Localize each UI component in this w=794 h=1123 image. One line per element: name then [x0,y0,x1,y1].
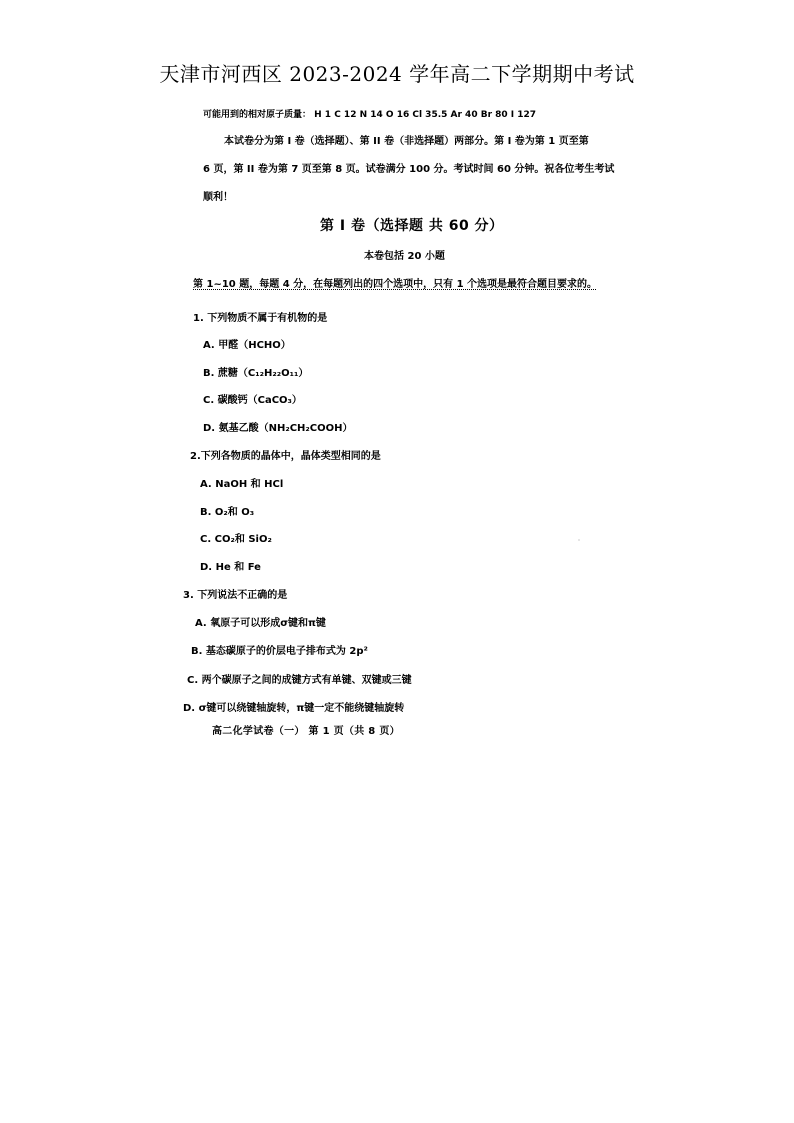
question-2-option-d: D. He 和 Fe [200,562,261,573]
question-2-option-b: B. O₂和 O₃ [200,507,255,518]
question-2-option-a: A. NaOH 和 HCl [200,479,284,490]
question-3-option-d: D. σ键可以绕键轴旋转，π键一定不能绕键轴旋转 [183,703,405,714]
scan-speck [578,539,580,541]
question-2-option-c: C. CO₂和 SiO₂ [200,534,272,545]
atomic-masses-line: 可能用到的相对原子质量： H 1 C 12 N 14 O 16 Cl 35.5 Ar 40 Br 80 I 127 [203,110,537,120]
question-3-option-b: B. 基态碳原子的价层电子排布式为 2p² [191,646,368,657]
section-subtitle: 本卷包括 20 小题 [364,251,445,262]
intro-line-1: 本试卷分为第 I 卷（选择题）、第 II 卷（非选择题）两部分。第 I 卷为第 1 页至第 [224,136,589,147]
scanned-exam-page [170,96,640,750]
intro-line-3: 顺利！ [203,192,233,203]
question-3-stem: 3. 下列说法不正确的是 [183,590,288,601]
question-3-option-a: A. 氧原子可以形成σ键和π键 [195,618,326,629]
question-1-option-d: D. 氨基乙酸（NH₂CH₂COOH） [203,423,353,434]
question-1-option-a: A. 甲醛（HCHO） [203,340,291,351]
question-3-option-c: C. 两个碳原子之间的成键方式有单键、双键或三键 [187,675,412,686]
question-1-option-b: B. 蔗糖（C₁₂H₂₂O₁₁） [203,368,309,379]
exam-title: 天津市河西区 2023-2024 学年高二下学期期中考试 [159,62,635,86]
question-2-stem: 2.下列各物质的晶体中，晶体类型相同的是 [190,451,381,462]
question-1-option-c: C. 碳酸钙（CaCO₃） [203,395,302,406]
question-1-stem: 1. 下列物质不属于有机物的是 [193,313,328,324]
instruction-line: 第 1~10 题，每题 4 分，在每题列出的四个选项中，只有 1 个选项是最符合题目要求的。 [193,279,598,290]
page-footer: 高二化学试卷（一） 第 1 页（共 8 页） [212,726,400,737]
intro-line-2: 6 页，第 II 卷为第 7 页至第 8 页。试卷满分 100 分。考试时间 60 分钟。祝各位考生考试 [203,164,615,175]
section-title: 第 I 卷（选择题 共 60 分） [320,218,504,234]
